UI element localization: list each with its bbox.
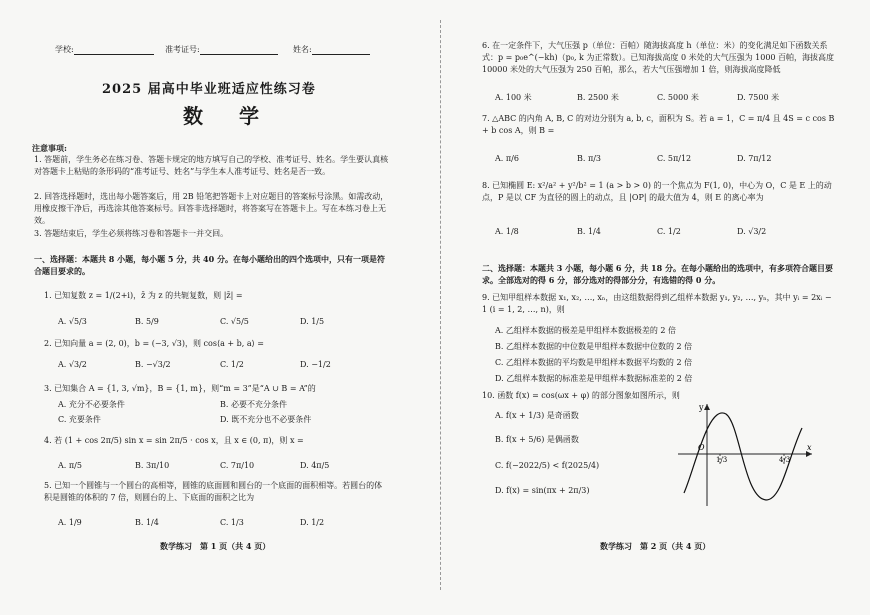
q7-option-a: A. π/6	[495, 154, 519, 163]
q10-stem: 10. 函数 f(x) = cos(ωx + φ) 的部分图象如图所示，则	[482, 391, 680, 400]
exam-title: 2025 届高中毕业班适应性练习卷	[102, 82, 316, 97]
q5-option-b: B. 1/4	[135, 518, 159, 527]
q1-option-b: B. 5/9	[135, 317, 159, 326]
q2-option-a: A. √3/2	[58, 360, 87, 369]
q3-stem: 3. 已知集合 A = {1, 3, √m}，B = {1, m}，则“m = 3”是“A ∪ B = A”的	[44, 384, 316, 393]
section1-heading: 一、选择题：本题共 8 小题，每小题 5 分，共 40 分。在每小题给出的四个选项中，只有一项是符合题目要求的。	[34, 254, 385, 276]
q2-option-d: D. −1/2	[300, 360, 331, 369]
q6-option-c: C. 5000 米	[657, 93, 699, 102]
name-blank	[312, 46, 370, 55]
name-label: 姓名:	[293, 45, 312, 54]
q8-stem: 8. 已知椭圆 E: x²/a² + y²/b² = 1 (a > b > 0) 的一个焦点为 F(1, 0)，中心为 O，C 是 E 上的动点，P 是以 CF 为直径的圆上的动点，且 |OP| 的最大值为 4，则 E 的离心率为	[482, 181, 832, 202]
q6-stem: 6. 在一定条件下，大气压强 p（单位：百帕）随海拔高度 h（单位：米）的变化满足如下函数关系式：p = p₀e^(−kh)（p₀, k 为正常数）。已知海拔高度 0 米处的大气压强为 1000 百帕，海拔高度 10000 米处的大气压强为 250 百帕，那么，若大气压强增加 1 倍，则海拔高度降低	[482, 41, 835, 74]
q5-option-a: A. 1/9	[58, 518, 82, 527]
q10-graph	[670, 398, 820, 510]
y-axis-arrow	[704, 404, 710, 410]
q1-option-c: C. √5/5	[220, 317, 249, 326]
q5-stem: 5. 已知一个圆锥与一个圆台的高相等，圆锥的底面圆和圆台的一个底面的面积相等。若圆台的体积是圆锥的体积的 7 倍，则圆台的上、下底面的面积之比为	[44, 481, 383, 502]
notice-heading: 注意事项:	[32, 143, 67, 153]
q3-option-a: A. 充分不必要条件	[58, 400, 125, 409]
q6-option-b: B. 2500 米	[577, 93, 619, 102]
q9-option-a: A. 乙组样本数据的极差是甲组样本数据极差的 2 倍	[495, 326, 677, 335]
q7-option-d: D. 7π/12	[737, 154, 772, 163]
q7-option-b: B. π/3	[577, 154, 602, 163]
ticket-field	[165, 44, 278, 55]
q9-option-c: C. 乙组样本数据的平均数是甲组样本数据平均数的 2 倍	[495, 358, 693, 367]
school-blank	[74, 46, 154, 55]
tick-1-label: 1/3	[716, 456, 728, 464]
y-axis-label: y	[699, 403, 704, 412]
q7-option-c: C. 5π/12	[657, 154, 692, 163]
q4-option-c: C. 7π/10	[220, 461, 255, 470]
q8-option-d: D. √3/2	[737, 227, 767, 236]
q10-option-a: A. f(x + 1/3) 是奇函数	[495, 411, 579, 420]
notice-item-1: 1. 答题前，学生务必在练习卷、答题卡规定的地方填写自己的学校、准考证号、姓名。学生要认真核对答题卡上粘贴的条形码的“准考证号、姓名”与学生本人准考证号、姓名是否一致。	[34, 155, 389, 176]
notice-item-2: 2. 回答选择题时，选出每小题答案后，用 2B 铅笔把答题卡上对应题目的答案标号涂黑。如需改动，用橡皮擦干净后，再选涂其他答案标号。回答非选择题时，将答案写在答题卡上。写在本练习卷上无效。	[34, 192, 389, 225]
q10-option-c: C. f(−2022/5) < f(2025/4)	[495, 461, 600, 470]
q9-stem: 9. 已知甲组样本数据 x₁, x₂, …, xₙ，由这组数据得到乙组样本数据 y₁, y₂, …, yₙ，其中 yᵢ = 2xᵢ − 1 (i = 1, 2, …, n)，则	[482, 293, 832, 314]
page-1-footer: 数学练习 第 1 页（共 4 页）	[160, 541, 271, 551]
q2-option-c: C. 1/2	[220, 360, 244, 369]
q2-stem: 2. 已知向量 a = (2, 0)，b = (−3, √3)，则 cos⟨a + b, a⟩ =	[44, 339, 264, 348]
ticket-blank	[200, 46, 278, 55]
q8-option-b: B. 1/4	[577, 227, 601, 236]
x-axis-label: x	[807, 443, 812, 452]
q2-option-b: B. −√3/2	[135, 360, 171, 369]
q1-option-a: A. √5/3	[58, 317, 87, 326]
ticket-label: 准考证号:	[165, 45, 200, 54]
q5-option-c: C. 1/3	[220, 518, 244, 527]
origin-label: O	[698, 443, 705, 452]
q10-option-b: B. f(x + 5/6) 是偶函数	[495, 435, 579, 444]
q9-option-d: D. 乙组样本数据的标准差是甲组样本数据标准差的 2 倍	[495, 374, 693, 383]
page-2-footer: 数学练习 第 2 页（共 4 页）	[600, 541, 711, 551]
notice-item-3: 3. 答题结束后，学生必须将练习卷和答题卡一并交回。	[34, 229, 229, 238]
q4-option-d: D. 4π/5	[300, 461, 330, 470]
section2-heading: 二、选择题：本题共 3 小题，每小题 6 分，共 18 分。在每小题给出的选项中，有多项符合题目要求。全部选对的得 6 分，部分选对的得部分分，有选错的得 0 分。	[482, 263, 833, 285]
school-field	[55, 44, 154, 55]
subject-title: 数 学	[183, 104, 267, 128]
q4-stem: 4. 若 (1 + cos 2π/5) sin x = sin 2π/5 · cos x，且 x ∈ (0, π)，则 x =	[44, 436, 304, 445]
q7-stem: 7. △ABC 的内角 A, B, C 的对边分别为 a, b, c，面积为 S。若 a = 1，C = π/4 且 4S = c cos B + b cos A，则 B =	[482, 114, 835, 135]
q10-option-d: D. f(x) = sin(πx + 2π/3)	[495, 486, 590, 495]
school-label: 学校:	[55, 45, 74, 54]
name-field	[293, 44, 370, 55]
page-2	[435, 0, 870, 615]
q1-stem: 1. 已知复数 z = 1/(2+i)，z̄ 为 z 的共轭复数，则 |z̄| =	[44, 291, 243, 300]
q3-option-d: D. 既不充分也不必要条件	[220, 415, 312, 424]
tick-2-label: 4/3	[779, 456, 791, 464]
q3-option-c: C. 充要条件	[58, 415, 101, 424]
q6-option-d: D. 7500 米	[737, 93, 780, 102]
q4-option-a: A. π/5	[58, 461, 82, 470]
q4-option-b: B. 3π/10	[135, 461, 170, 470]
q1-option-d: D. 1/5	[300, 317, 325, 326]
q3-option-b: B. 必要不充分条件	[220, 400, 287, 409]
q8-option-c: C. 1/2	[657, 227, 681, 236]
q9-option-b: B. 乙组样本数据的中位数是甲组样本数据中位数的 2 倍	[495, 342, 693, 351]
q5-option-d: D. 1/2	[300, 518, 325, 527]
q8-option-a: A. 1/8	[495, 227, 519, 236]
q6-option-a: A. 100 米	[495, 93, 532, 102]
